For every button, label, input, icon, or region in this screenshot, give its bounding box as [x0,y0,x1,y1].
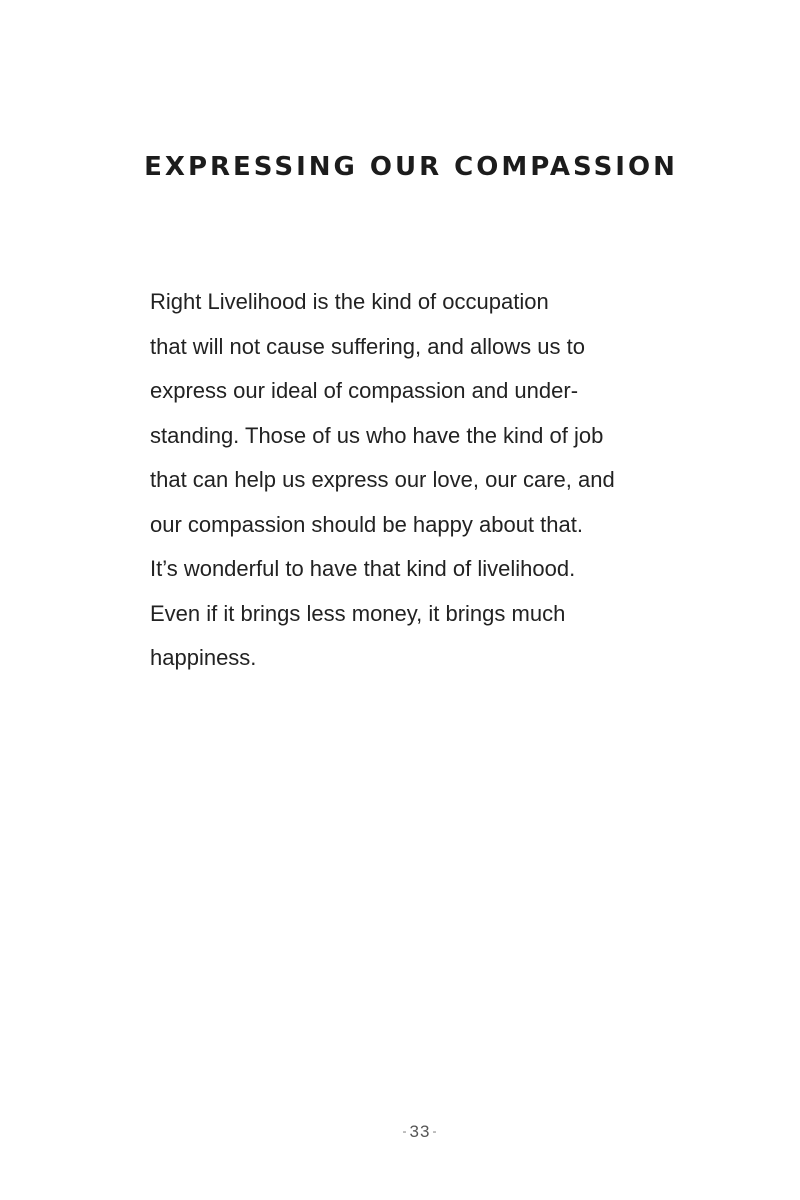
paragraph-line: express our ideal of compassion and under- [150,378,579,403]
paragraph-line: standing. Those of us who have the kind of job [150,422,604,448]
page-number-dash-left: - [402,1124,408,1138]
paragraph-line: happiness. [150,645,257,670]
paragraph-line: It’s wonderful to have that kind of livelihood. [150,556,576,581]
paragraph-line: that can help us express our love, our care, and [150,467,615,492]
page-number-value: 33 [409,1122,431,1141]
page-number-dash-right: - [432,1124,438,1138]
paragraph-line: Even if it brings less money, it brings much [150,600,566,626]
body-paragraph [150,280,750,681]
chapter-title: EXPRESSING OUR COMPASSION [144,152,678,182]
paragraph-line: that will not cause suffering, and allows us to [150,333,585,359]
paragraph-line: our compassion should be happy about that. [150,511,583,537]
page-number [0,1122,800,1142]
paragraph-line: Right Livelihood is the kind of occupation [150,289,549,314]
